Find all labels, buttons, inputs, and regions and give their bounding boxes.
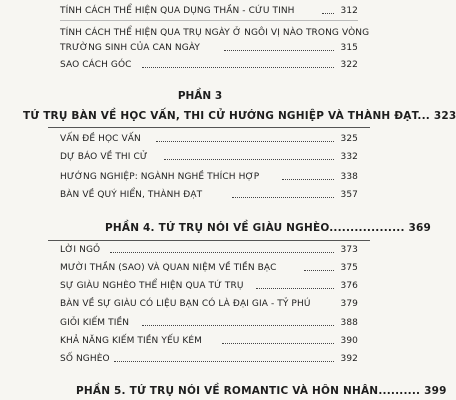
- toc-entry-page: 338: [340, 172, 358, 182]
- toc-entry-title: SỐ NGHÈO: [60, 354, 110, 364]
- part-5-dots: ..........: [378, 385, 421, 397]
- toc-entry-page: 357: [340, 190, 358, 200]
- dot-leader: [142, 325, 334, 326]
- dot-leader: [304, 270, 334, 271]
- dot-leader: [282, 179, 334, 180]
- part-3-title: TỨ TRỤ BÀN VỀ HỌC VẤN, THI CỬ HƯỚNG NGHIỆP VÀ THÀNH ĐẠT: [23, 110, 418, 122]
- toc-entry[interactable]: [60, 263, 358, 274]
- toc-entry-title: TÍNH CÁCH THỂ HIỆN QUA TRỤ NGÀY Ở NGÔI VỊ NÀO TRONG VÒNG: [60, 28, 370, 38]
- dot-leader: [114, 361, 334, 362]
- toc-entry-page: 375: [340, 263, 358, 273]
- part-3-heading[interactable]: [23, 110, 456, 123]
- toc-entry[interactable]: [60, 60, 358, 71]
- part-4-page: 369: [408, 222, 432, 234]
- part-5-heading[interactable]: [76, 385, 447, 398]
- toc-entry-title: LỜI NGỎ: [60, 245, 101, 255]
- dot-leader: [110, 252, 334, 253]
- toc-entry-title: KHẢ NĂNG KIẾM TIỀN YẾU KÉM: [60, 336, 203, 346]
- toc-entry-title: BÀN VỀ QUÝ HIỂN, THÀNH ĐẠT: [60, 190, 203, 200]
- part-3-page: 323: [433, 110, 456, 122]
- toc-entry-title: GIỎI KIẾM TIỀN: [60, 318, 130, 328]
- part-5-page: 399: [424, 385, 447, 397]
- part-3-dots: ...: [417, 110, 430, 122]
- part-3-label: PHẦN 3: [177, 90, 223, 102]
- part-4-rule: [48, 240, 370, 241]
- toc-entry-title-continued: TRƯỜNG SINH CỦA CAN NGÀY: [60, 43, 200, 53]
- dot-leader: [232, 197, 334, 198]
- dot-leader: [256, 288, 334, 289]
- toc-entry[interactable]: [60, 336, 358, 347]
- toc-entry-title: TÍNH CÁCH THỂ HIỆN QUA DỤNG THẦN - CỨU TINH: [60, 6, 295, 16]
- toc-entry[interactable]: [60, 245, 358, 256]
- toc-entry[interactable]: [60, 190, 358, 201]
- toc-entry[interactable]: [60, 318, 358, 329]
- toc-entry-title: HƯỚNG NGHIỆP: NGÀNH NGHỀ THÍCH HỢP: [60, 172, 260, 182]
- part-4-dots: ..................: [329, 222, 405, 234]
- toc-entry-title: MƯỜI THẦN (SAO) VÀ QUAN NIỆM VỀ TIỀN BẠC: [60, 263, 277, 273]
- toc-entry[interactable]: [60, 6, 358, 17]
- toc-entry-page: 390: [340, 336, 358, 346]
- dot-leader: [164, 159, 334, 160]
- dot-leader: [156, 141, 334, 142]
- toc-entry-page: 322: [340, 60, 358, 70]
- dot-leader: [224, 50, 334, 51]
- toc-entry[interactable]: [60, 28, 370, 54]
- toc-entry-title: VẤN ĐỀ HỌC VẤN: [60, 134, 141, 144]
- toc-entry[interactable]: [60, 281, 358, 292]
- divider: [60, 20, 358, 21]
- toc-entry[interactable]: [60, 354, 358, 365]
- toc-entry[interactable]: [60, 172, 358, 183]
- toc-entry-title: BÀN VỀ SỰ GIÀU CÓ LIỆU BẠN CÓ LÀ ĐẠI GIA - TỶ PHÚ: [60, 299, 311, 309]
- toc-entry[interactable]: [60, 134, 358, 145]
- toc-entry-page: 392: [340, 354, 358, 364]
- toc-entry[interactable]: [60, 152, 358, 163]
- part-3-rule: [48, 127, 370, 128]
- toc-entry-title: DỰ BÁO VỀ THI CỬ: [60, 152, 148, 162]
- dot-leader: [142, 67, 334, 68]
- part-4-heading[interactable]: [105, 222, 431, 235]
- dot-leader: [322, 13, 334, 14]
- toc-entry-page: 376: [340, 281, 358, 291]
- dot-leader: [222, 343, 334, 344]
- toc-entry[interactable]: [60, 299, 358, 310]
- toc-entry-page: 373: [340, 245, 358, 255]
- toc-entry-title: SAO CÁCH GÓC: [60, 60, 132, 70]
- part-4-title: PHẦN 4. TỨ TRỤ NÓI VỀ GIÀU NGHÈO: [105, 222, 330, 234]
- toc-entry-page: 312: [340, 6, 358, 16]
- toc-entry-title: SỰ GIÀU NGHÈO THỂ HIỆN QUA TỨ TRỤ: [60, 281, 244, 291]
- toc-entry-page: 379: [340, 299, 358, 309]
- toc-entry-page: 325: [340, 134, 358, 144]
- toc-entry-page: 332: [340, 152, 358, 162]
- toc-entry-page: 315: [340, 43, 358, 53]
- part-5-title: PHẦN 5. TỨ TRỤ NÓI VỀ ROMANTIC VÀ HÔN NHÂN: [76, 385, 379, 397]
- toc-entry-page: 388: [340, 318, 358, 328]
